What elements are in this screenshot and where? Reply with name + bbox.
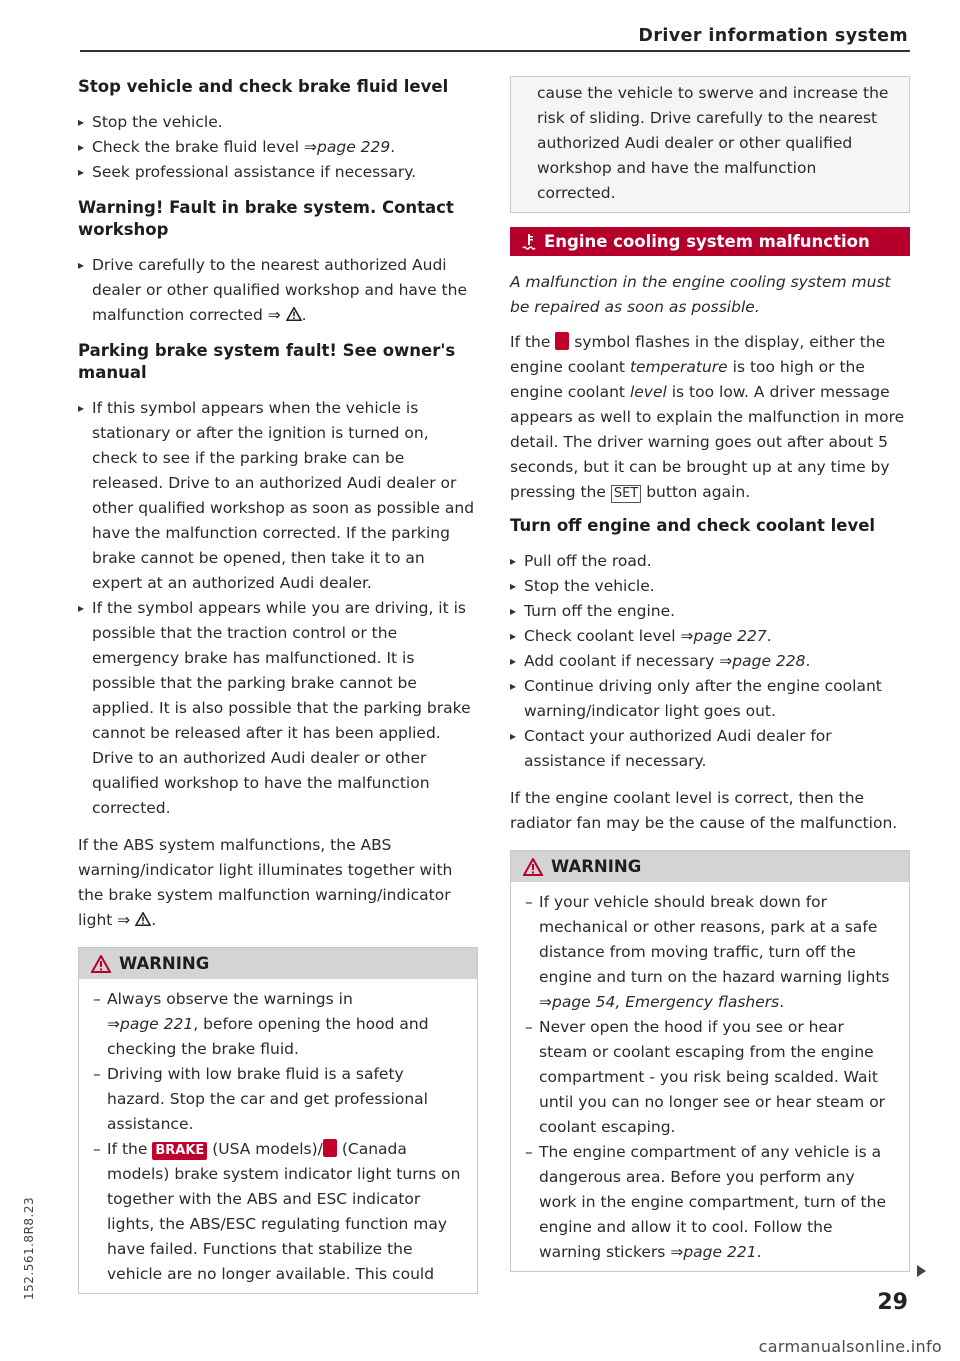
steps-coolant xyxy=(510,549,910,774)
section-title-bar xyxy=(510,227,910,256)
list-item: ▸ Seek professional assistance if necessary. xyxy=(78,160,478,185)
warning-title: WARNING xyxy=(119,954,210,973)
watermark: carmanualsonline.info xyxy=(758,1337,942,1356)
warning-header xyxy=(511,851,909,882)
arrow-icon: ⇒ xyxy=(117,911,131,929)
radiator-paragraph: If the engine coolant level is correct, then the radiator fan may be the cause of the malfunction. xyxy=(510,789,898,832)
list-item: ▸ Drive carefully to the nearest authorized Audi dealer or other qualified workshop and have the malfunction corrected ⇒ . xyxy=(78,253,478,328)
coolant-symbol-icon xyxy=(555,332,569,350)
page-ref-link[interactable]: ⇒ page 221 xyxy=(670,1243,756,1261)
list-item: ▸ Continue driving only after the engine coolant warning/indicator light goes out. xyxy=(510,674,910,724)
continue-arrow-icon xyxy=(917,1265,926,1277)
warning-title: WARNING xyxy=(551,857,642,876)
list-item: – Always observe the warnings in ⇒ page 221, before opening the hood and checking the brake fluid. xyxy=(93,987,465,1062)
warning-triangle-icon xyxy=(135,912,151,926)
steps-brake-fluid xyxy=(78,110,478,185)
page-number: 29 xyxy=(877,1290,908,1315)
abs-paragraph: If the ABS system malfunctions, the ABS warning/indicator light illuminates together with the brake system malfunction warning/indicator light ⇒ . xyxy=(78,836,453,929)
steps-parking-brake xyxy=(78,396,478,821)
brake-indicator-icon: BRAKE xyxy=(152,1142,207,1160)
intro-paragraph: A malfunction in the engine cooling system must be repaired as soon as possible. xyxy=(510,273,891,316)
document-code: 152.561.8R8.23 xyxy=(22,1196,36,1300)
set-button-keycap: SET xyxy=(611,485,641,503)
heading-stop-vehicle: Stop vehicle and check brake fluid level xyxy=(78,77,449,96)
list-item: – Never open the hood if you see or hear steam or coolant escaping from the engine compartment - you risk being scalded. Wait until you can no longer see or hear steam or coolant escaping. xyxy=(525,1015,897,1140)
warning-triangle-icon xyxy=(91,955,111,973)
list-item: ▸ If this symbol appears when the vehicle is stationary or after the ignition is turned on, check to see if the parking brake can be released. Drive to an authorized Audi dealer or other qualified workshop as soon as possible and have the malfunction corrected. If the parking brake cannot be opened, then take it to an expert at an authorized Audi dealer. xyxy=(78,396,478,596)
page-ref-link[interactable]: ⇒ page 228 xyxy=(719,652,805,670)
list-item: ▸ If the symbol appears while you are driving, it is possible that the traction control or the emergency brake has malfunctioned. It is possible that the parking brake cannot be applied. It is also possible that the parking brake cannot be released after it has been applied. Drive to an authorized Audi dealer or other qualified workshop to have the malfunction corrected. xyxy=(78,596,478,821)
list-item: ▸ Stop the vehicle. xyxy=(78,110,478,135)
warning-list xyxy=(511,882,909,1271)
left-column xyxy=(78,60,478,1294)
arrow-icon: ⇒ xyxy=(267,306,281,324)
list-item: ▸ Pull off the road. xyxy=(510,549,910,574)
warning-triangle-icon xyxy=(523,858,543,876)
warning-header xyxy=(79,948,477,979)
heading-parking-brake: Parking brake system fault! See owner's manual xyxy=(78,341,456,382)
page-ref-link[interactable]: ⇒ page 229 xyxy=(304,138,390,156)
list-item: ▸ Check the brake fluid level ⇒ page 229. xyxy=(78,135,478,160)
list-item: ▸ Contact your authorized Audi dealer for assistance if necessary. xyxy=(510,724,910,774)
warning-list xyxy=(79,979,477,1293)
list-item: – If the BRAKE (USA models)/ (Canada models) brake system indicator light turns on together with the ABS and ESC indicator lights, the ABS/ESC regulating function may have failed. Functions that stabilize the vehicle are no longer available. This could xyxy=(93,1137,465,1287)
list-item: ▸ Add coolant if necessary ⇒ page 228. xyxy=(510,649,910,674)
page-ref-link[interactable]: ⇒ page 221 xyxy=(107,1015,193,1033)
warning-box-coolant xyxy=(510,850,910,1272)
right-column xyxy=(510,76,910,1272)
list-item: – The engine compartment of any vehicle is a dangerous area. Before you perform any work in the engine compartment, turn of the engine and allow it to cool. Follow the warning stickers ⇒ page 221. xyxy=(525,1140,897,1265)
steps-brake-fault xyxy=(78,253,478,328)
running-header: Driver information system xyxy=(638,26,908,46)
coolant-paragraph: If the symbol flashes in the display, either the engine coolant temperature is too high or the engine coolant level is too low. A driver message appears as well to explain the malfunction in more detail. The driver warning goes out after about 5 seconds, but it can be brought up at any time by pressing the SET button again. xyxy=(510,333,905,501)
coolant-thermometer-icon xyxy=(522,233,536,251)
list-item: ▸ Check coolant level ⇒ page 227. xyxy=(510,624,910,649)
list-item: ▸ Turn off the engine. xyxy=(510,599,910,624)
warning-continuation: cause the vehicle to swerve and increase the risk of sliding. Drive carefully to the nearest authorized Audi dealer or other qualified workshop and have the malfunction corrected. xyxy=(510,76,910,213)
page-ref-link[interactable]: ⇒ page 54, Emergency flashers xyxy=(539,993,779,1011)
header-rule xyxy=(80,50,910,52)
heading-turn-off-engine: Turn off engine and check coolant level xyxy=(510,516,876,535)
heading-brake-fault: Warning! Fault in brake system. Contact workshop xyxy=(78,198,454,239)
list-item: – If your vehicle should break down for mechanical or other reasons, park at a safe distance from moving traffic, turn off the engine and turn on the hazard warning lights ⇒ page 54, Emergency flashers. xyxy=(525,890,897,1015)
warning-triangle-icon xyxy=(286,307,302,321)
brake-circle-indicator-icon xyxy=(323,1139,337,1157)
section-title: Engine cooling system malfunction xyxy=(544,232,870,251)
warning-box-brake xyxy=(78,947,478,1294)
list-item: ▸ Stop the vehicle. xyxy=(510,574,910,599)
list-item: – Driving with low brake fluid is a safety hazard. Stop the car and get professional assistance. xyxy=(93,1062,465,1137)
page-ref-link[interactable]: ⇒ page 227 xyxy=(681,627,767,645)
